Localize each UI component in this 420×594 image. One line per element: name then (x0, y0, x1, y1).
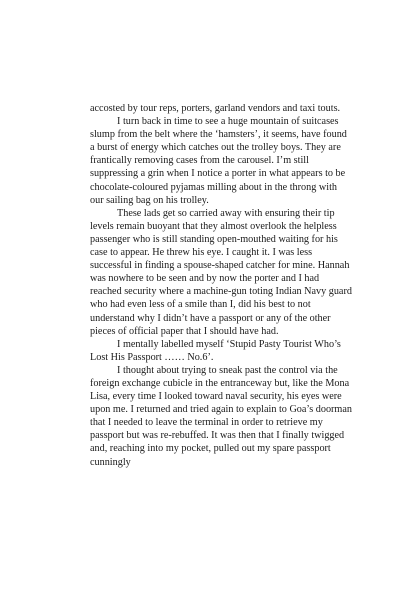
page-body (90, 102, 352, 469)
paragraph: I thought about trying to sneak past the control via the foreign exchange cubicle in the entranceway but, like the Mona Lisa, every time I looked toward naval security, his eyes were upon me. I returned and tried again to explain to Goa’s doorman that I needed to leave the terminal in order to retrieve my passport but was re-rebuffed. It was then that I finally twigged and, reaching into my pocket, pulled out my spare passport cunningly (90, 364, 352, 468)
paragraph: I mentally labelled myself ‘Stupid Pasty Tourist Who’s Lost His Passport …… No.6’. (90, 338, 341, 363)
paragraph: These lads get so carried away with ensuring their tip levels remain buoyant that they almost overlook the helpless passenger who is still standing open-mouthed waiting for his case to appear. He threw his eye. I caught it. I was less successful in finding a spouse-shaped catcher for mine. Hannah was nowhere to be seen and by now the porter and I had reached security where a machine-gun toting Indian Navy guard who had even less of a smile than I, did his best to not understand why I didn’t have a passport or any of the other pieces of official paper that I should have had. (90, 207, 352, 337)
paragraph: I turn back in time to see a huge mountain of suitcases slump from the belt where the ‘hamsters’, it seems, have found a burst of energy which catches out the trolley boys. They are frantically removing cases from the carousel. I’m still suppressing a grin when I notice a porter in what appears to be chocolate-coloured pyjamas milling about in the throng with our sailing bag on his trolley. (90, 116, 347, 206)
paragraph: accosted by tour reps, porters, garland vendors and taxi touts. (90, 103, 341, 114)
